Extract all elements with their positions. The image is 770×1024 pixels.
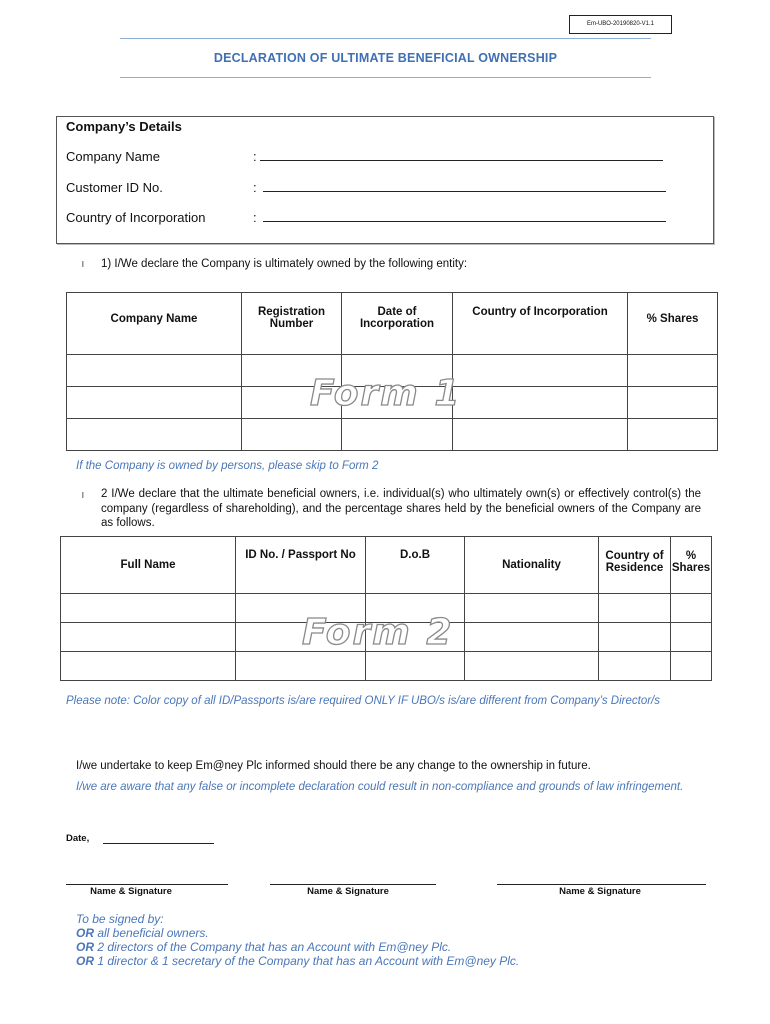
title-top-rule [120,38,651,39]
form2-cell[interactable] [61,623,236,652]
form2-cell[interactable] [61,594,236,623]
form1-header-date-of-incorporation: Date of Incorporation [342,293,453,355]
form1-table [66,292,718,451]
form1-header-shares: % Shares [628,293,718,355]
signature-line-2[interactable] [270,884,436,885]
form1-cell[interactable] [67,419,242,451]
form2-header-dob: D.o.B [366,537,465,594]
signed-by-option: OR 2 directors of the Company that has an Account with Em@ney Plc. [76,940,452,954]
form2-cell[interactable] [671,623,712,652]
form1-cell[interactable] [453,387,628,419]
form2-table [60,536,712,681]
section2-bullet: l [82,491,84,500]
form1-header-country-of-incorporation: Country of Incorporation [453,293,628,355]
form1-cell[interactable] [242,419,342,451]
form2-cell[interactable] [465,594,599,623]
form2-header-country-of-residence: Country of Residence [599,537,671,594]
signed-by-option: OR all beneficial owners. [76,926,209,940]
customer-id-label: Customer ID No. [66,180,163,195]
form1-header-registration-number: Registration Number [242,293,342,355]
company-name-label: Company Name [66,149,160,164]
form2-cell[interactable] [599,623,671,652]
title-bottom-rule [120,77,651,78]
form2-cell[interactable] [465,623,599,652]
form2-header-shares: % Shares [671,537,712,594]
form1-header-row [67,293,718,355]
form1-cell[interactable] [628,355,718,387]
form2-cell[interactable] [671,652,712,681]
form2-cell[interactable] [671,594,712,623]
form2-cell[interactable] [599,652,671,681]
signed-by-option: OR 1 director & 1 secretary of the Company that has an Account with Em@ney Plc. [76,954,520,968]
section2-statement: 2 I/We declare that the ultimate beneficial owners, i.e. individual(s) who ultimately own(s) or effectively control(s) the company (regardless of shareholding), and the percentage shares held by the beneficial owners of the Company are as follows. [101,488,701,529]
form1-header-company-name: Company Name [67,293,242,355]
company-details-heading: Company’s Details [66,119,182,134]
company-name-field[interactable]: : [253,149,663,164]
signature-label-1: Name & Signature [90,886,172,897]
form1-cell[interactable] [628,419,718,451]
signature-line-1[interactable] [66,884,228,885]
form2-header-nationality: Nationality [465,537,599,594]
undertaking-text: I/we undertake to keep Em@ney Plc informed should there be any change to the ownership in future. [76,760,591,772]
form2-header-full-name: Full Name [61,537,236,594]
form2-watermark: Form 2 [302,612,454,653]
form1-cell[interactable] [67,387,242,419]
form2-header-row [61,537,712,594]
date-label: Date, [66,833,90,844]
signature-label-2: Name & Signature [307,886,389,897]
country-of-incorporation-label: Country of Incorporation [66,210,206,225]
form2-header-id-passport: ID No. / Passport No [236,537,366,594]
please-note: Please note: Color copy of all ID/Passports is/are required ONLY IF UBO/s is/are different from Company’s Director/s [66,695,660,707]
signed-by-block [76,912,519,968]
form2-cell[interactable] [465,652,599,681]
form1-watermark: Form 1 [310,373,462,414]
form1-cell[interactable] [453,419,628,451]
skip-note: If the Company is owned by persons, please skip to Form 2 [76,460,379,472]
form1-cell[interactable] [453,355,628,387]
signed-by-intro: To be signed by: [76,912,164,926]
section1-bullet: l [82,260,84,269]
table-row [61,652,712,681]
table-row [67,419,718,451]
form2-cell[interactable] [236,652,366,681]
section1-statement: 1) I/We declare the Company is ultimately owned by the following entity: [101,258,468,270]
page-title: DECLARATION OF ULTIMATE BENEFICIAL OWNERSHIP [213,51,558,65]
form2-cell[interactable] [366,652,465,681]
form2-cell[interactable] [61,652,236,681]
document-reference: Em-UBO-20190820-V1.1 [569,15,672,34]
form1-cell[interactable] [628,387,718,419]
form1-cell[interactable] [67,355,242,387]
signature-line-3[interactable] [497,884,706,885]
country-of-incorporation-field[interactable]: : [253,210,666,225]
form1-cell[interactable] [342,419,453,451]
date-field[interactable] [103,843,214,844]
form2-cell[interactable] [599,594,671,623]
signature-label-3: Name & Signature [559,886,641,897]
customer-id-field[interactable]: : [253,180,666,195]
awareness-text: I/we are aware that any false or incomplete declaration could result in non-compliance and grounds of law infringement. [76,781,684,793]
